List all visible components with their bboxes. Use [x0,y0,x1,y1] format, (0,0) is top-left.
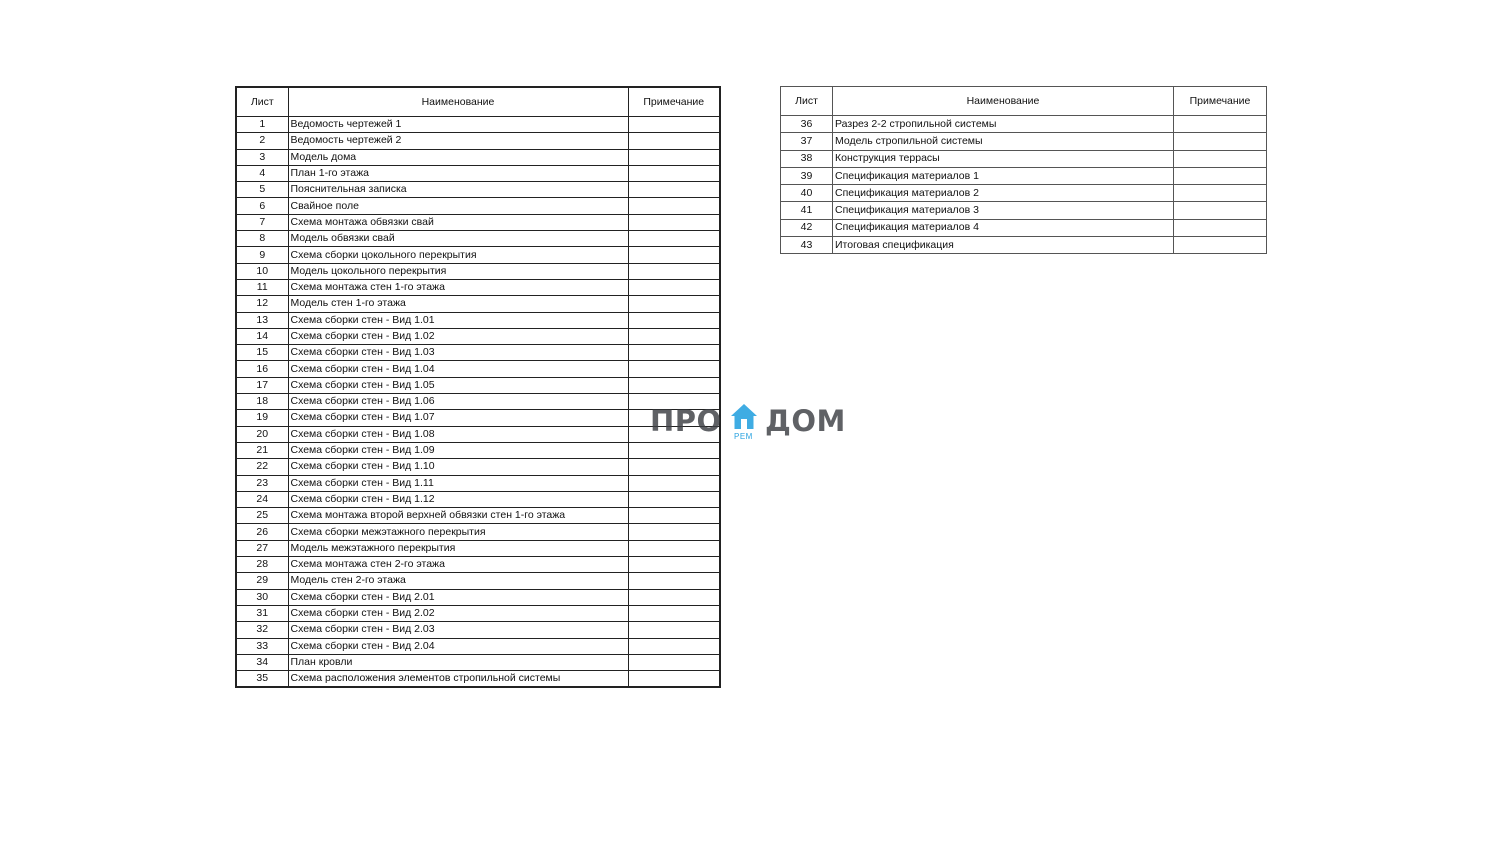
sheet-number-cell: 35 [236,671,288,688]
sheet-note-cell [628,540,720,556]
table-row [236,198,720,214]
sheet-note-cell [1174,150,1267,167]
sheet-note-cell [628,475,720,491]
sheet-number-cell: 29 [236,573,288,589]
right-table-body [781,116,1267,254]
table-row [236,671,720,688]
table-row [236,508,720,524]
table-header-row [236,87,720,117]
table-row [236,622,720,638]
sheet-note-cell [628,263,720,279]
table-row [781,202,1267,219]
sheet-number-cell: 24 [236,491,288,507]
sheet-number-cell: 1 [236,117,288,133]
table-row [236,328,720,344]
sheet-note-cell [628,198,720,214]
watermark-right-text: ДОМ [765,404,846,438]
sheet-number-cell: 36 [781,116,833,133]
sheet-name-cell: Схема сборки межэтажного перекрытия [288,524,628,540]
header-name: Наименование [833,87,1174,116]
table-row [236,540,720,556]
sheet-number-cell: 39 [781,167,833,184]
table-row [236,279,720,295]
sheet-number-cell: 6 [236,198,288,214]
sheet-note-cell [628,605,720,621]
sheet-note-cell [628,442,720,458]
watermark-sub-text: РЕМ [734,432,753,441]
sheet-note-cell [628,247,720,263]
sheet-name-cell: Схема сборки стен - Вид 1.03 [288,345,628,361]
sheet-number-cell: 33 [236,638,288,654]
sheet-name-cell: Спецификация материалов 1 [833,167,1174,184]
sheet-note-cell [628,491,720,507]
sheet-name-cell: Схема сборки стен - Вид 2.02 [288,605,628,621]
header-note: Примечание [1174,87,1267,116]
sheet-number-cell: 12 [236,296,288,312]
sheet-name-cell: Схема сборки стен - Вид 1.10 [288,459,628,475]
drawings-list-table-right [780,86,1267,254]
sheet-name-cell: План кровли [288,654,628,670]
sheet-note-cell [628,459,720,475]
sheet-name-cell: Модель межэтажного перекрытия [288,540,628,556]
sheet-note-cell [1174,133,1267,150]
sheet-note-cell [1174,202,1267,219]
table-row [236,133,720,149]
sheet-name-cell: Схема сборки стен - Вид 2.03 [288,622,628,638]
sheet-note-cell [628,573,720,589]
sheet-name-cell: Модель стен 2-го этажа [288,573,628,589]
sheet-name-cell: Схема сборки цокольного перекрытия [288,247,628,263]
table-row [236,426,720,442]
sheet-name-cell: Модель стен 1-го этажа [288,296,628,312]
table-row [236,312,720,328]
table-row [236,459,720,475]
sheet-note-cell [628,638,720,654]
sheet-number-cell: 20 [236,426,288,442]
sheet-name-cell: Схема сборки стен - Вид 1.01 [288,312,628,328]
table-row [236,361,720,377]
sheet-name-cell: Схема сборки стен - Вид 1.12 [288,491,628,507]
sheet-name-cell: Итоговая спецификация [833,237,1174,254]
sheet-name-cell: Пояснительная записка [288,182,628,198]
drawings-list-table-left [235,86,721,688]
sheet-name-cell: Спецификация материалов 4 [833,219,1174,236]
table-row [781,150,1267,167]
table-row [236,231,720,247]
sheet-note-cell [1174,237,1267,254]
table-row [781,219,1267,236]
sheet-number-cell: 15 [236,345,288,361]
sheet-note-cell [628,328,720,344]
table-row [236,638,720,654]
sheet-number-cell: 41 [781,202,833,219]
sheet-number-cell: 34 [236,654,288,670]
table-row [236,475,720,491]
sheet-number-cell: 28 [236,557,288,573]
sheet-number-cell: 18 [236,394,288,410]
table-row [236,182,720,198]
table-row [236,214,720,230]
sheet-note-cell [628,165,720,181]
sheet-number-cell: 13 [236,312,288,328]
sheet-number-cell: 10 [236,263,288,279]
sheet-name-cell: Модель цокольного перекрытия [288,263,628,279]
sheet-name-cell: Схема сборки стен - Вид 1.04 [288,361,628,377]
sheet-note-cell [1174,185,1267,202]
sheet-note-cell [628,410,720,426]
sheet-name-cell: Схема сборки стен - Вид 1.02 [288,328,628,344]
sheet-name-cell: Схема монтажа второй верхней обвязки стен 1-го этажа [288,508,628,524]
table-row [781,133,1267,150]
sheet-note-cell [628,377,720,393]
sheet-note-cell [628,654,720,670]
table-row [236,149,720,165]
table-row [236,296,720,312]
sheet-name-cell: Разрез 2-2 стропильной системы [833,116,1174,133]
sheet-note-cell [628,214,720,230]
sheet-name-cell: Модель дома [288,149,628,165]
sheet-note-cell [1174,167,1267,184]
table-row [781,116,1267,133]
sheet-name-cell: Схема сборки стен - Вид 1.11 [288,475,628,491]
sheet-number-cell: 21 [236,442,288,458]
table-row [236,410,720,426]
sheet-number-cell: 11 [236,279,288,295]
sheet-note-cell [628,394,720,410]
table-row [236,345,720,361]
sheet-name-cell: Модель стропильной системы [833,133,1174,150]
sheet-note-cell [628,296,720,312]
header-note: Примечание [628,87,720,117]
left-table-body [236,117,720,688]
sheet-note-cell [628,182,720,198]
table-row [236,524,720,540]
sheet-number-cell: 23 [236,475,288,491]
sheet-note-cell [628,279,720,295]
sheet-note-cell [628,524,720,540]
sheet-number-cell: 3 [236,149,288,165]
header-sheet: Лист [781,87,833,116]
house-icon [729,402,759,432]
sheet-number-cell: 5 [236,182,288,198]
sheet-number-cell: 32 [236,622,288,638]
sheet-note-cell [628,117,720,133]
table-row [236,377,720,393]
sheet-name-cell: Свайное поле [288,198,628,214]
sheet-name-cell: Ведомость чертежей 1 [288,117,628,133]
sheet-number-cell: 30 [236,589,288,605]
header-name: Наименование [288,87,628,117]
sheet-name-cell: Схема сборки стен - Вид 1.06 [288,394,628,410]
sheet-number-cell: 17 [236,377,288,393]
sheet-number-cell: 4 [236,165,288,181]
sheet-name-cell: Схема сборки стен - Вид 2.01 [288,589,628,605]
sheet-note-cell [628,345,720,361]
sheet-note-cell [628,133,720,149]
sheet-number-cell: 2 [236,133,288,149]
sheet-number-cell: 7 [236,214,288,230]
sheet-note-cell [628,312,720,328]
sheet-note-cell [628,231,720,247]
sheet-note-cell [1174,116,1267,133]
sheet-note-cell [628,361,720,377]
sheet-number-cell: 31 [236,605,288,621]
table-row [236,263,720,279]
sheet-name-cell: Схема монтажа стен 1-го этажа [288,279,628,295]
sheet-name-cell: Схема сборки стен - Вид 2.04 [288,638,628,654]
sheet-name-cell: Схема сборки стен - Вид 1.05 [288,377,628,393]
sheet-name-cell: Схема монтажа обвязки свай [288,214,628,230]
sheet-note-cell [628,149,720,165]
sheet-number-cell: 8 [236,231,288,247]
sheet-name-cell: План 1-го этажа [288,165,628,181]
sheet-name-cell: Модель обвязки свай [288,231,628,247]
table-row [236,117,720,133]
table-row [236,491,720,507]
sheet-note-cell [628,671,720,688]
table-row [236,394,720,410]
sheet-note-cell [628,557,720,573]
table-row [781,167,1267,184]
sheet-name-cell: Схема сборки стен - Вид 1.09 [288,442,628,458]
sheet-number-cell: 38 [781,150,833,167]
sheet-number-cell: 25 [236,508,288,524]
table-row [236,654,720,670]
table-row [236,605,720,621]
table-row [781,185,1267,202]
sheet-note-cell [1174,219,1267,236]
sheet-name-cell: Схема монтажа стен 2-го этажа [288,557,628,573]
table-row [236,165,720,181]
sheet-note-cell [628,589,720,605]
table-header-row [781,87,1267,116]
table-row [236,589,720,605]
sheet-number-cell: 14 [236,328,288,344]
sheet-number-cell: 16 [236,361,288,377]
sheet-note-cell [628,508,720,524]
sheet-name-cell: Схема сборки стен - Вид 1.08 [288,426,628,442]
sheet-note-cell [628,622,720,638]
table-row [781,237,1267,254]
sheet-number-cell: 26 [236,524,288,540]
sheet-note-cell [628,426,720,442]
header-sheet: Лист [236,87,288,117]
sheet-number-cell: 37 [781,133,833,150]
table-row [236,442,720,458]
sheet-number-cell: 42 [781,219,833,236]
sheet-name-cell: Схема расположения элементов стропильной системы [288,671,628,688]
table-row [236,557,720,573]
sheet-name-cell: Конструкция террасы [833,150,1174,167]
sheet-name-cell: Схема сборки стен - Вид 1.07 [288,410,628,426]
sheet-number-cell: 19 [236,410,288,426]
sheet-number-cell: 9 [236,247,288,263]
table-row [236,247,720,263]
sheet-name-cell: Ведомость чертежей 2 [288,133,628,149]
sheet-number-cell: 22 [236,459,288,475]
sheet-name-cell: Спецификация материалов 3 [833,202,1174,219]
table-row [236,573,720,589]
sheet-number-cell: 40 [781,185,833,202]
sheet-number-cell: 27 [236,540,288,556]
sheet-number-cell: 43 [781,237,833,254]
watermark-left-text: ПРО [650,404,722,438]
sheet-name-cell: Спецификация материалов 2 [833,185,1174,202]
